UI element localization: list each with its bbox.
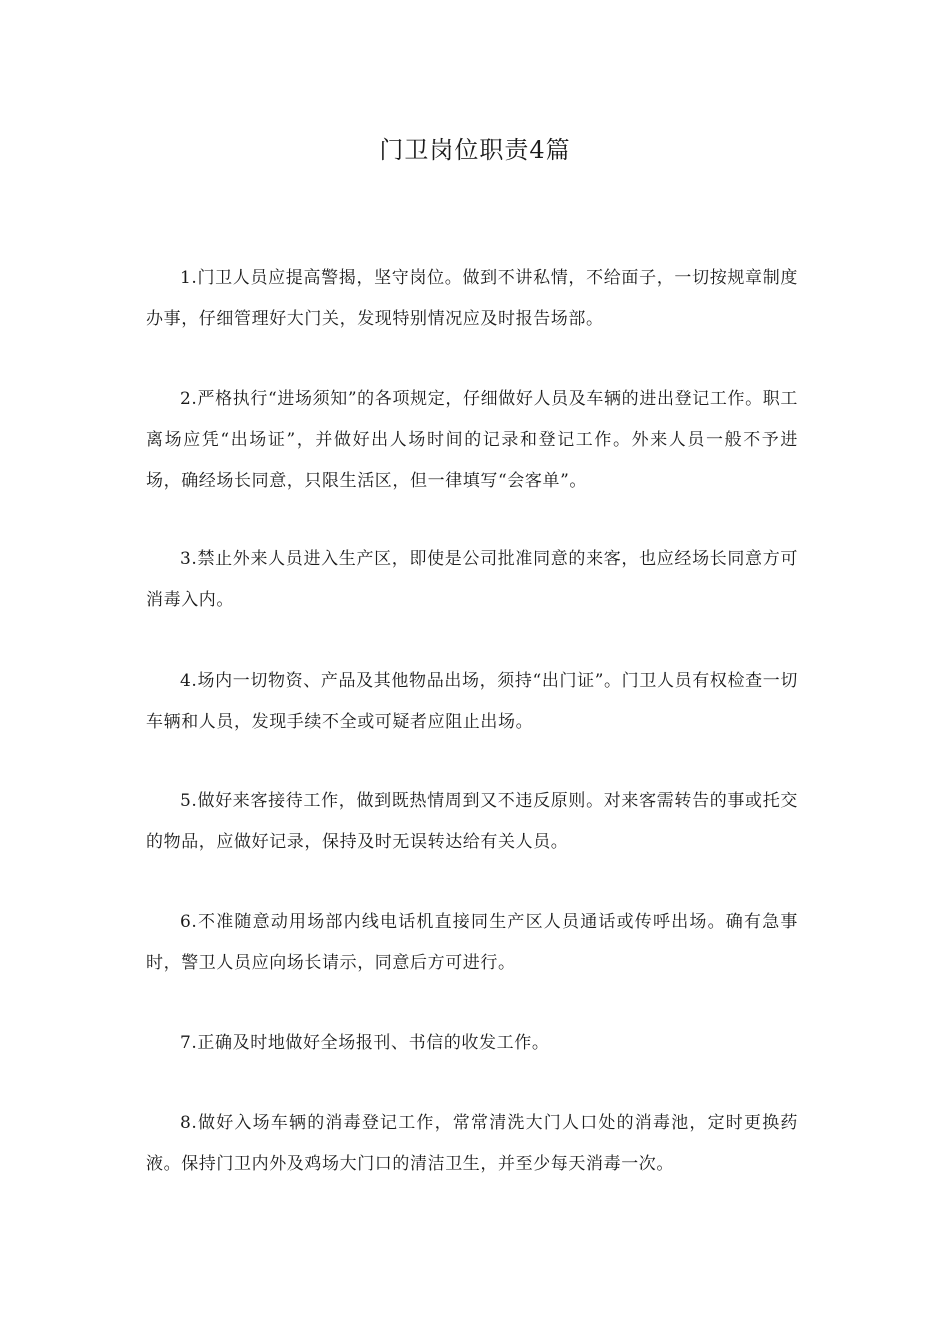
paragraph-7: 7.正确及时地做好全场报刊、书信的收发工作。 [180, 1033, 550, 1053]
paragraph-8: 8.做好入场车辆的消毒登记工作，常常清洗大门人口处的消毒池，定时更换药液。保持门卫内外及鸡场大门口的清洁卫生，并至少每天消毒一次。 [146, 1113, 798, 1174]
paragraph-2: 2.严格执行“进场须知”的各项规定，仔细做好人员及车辆的进出登记工作。职工离场应凭“出场证”，并做好出人场时间的记录和登记工作。外来人员一般不予进场，确经场长同意，只限生活区，但一律填写“会客单”。 [146, 389, 798, 491]
paragraph-4: 4.场内一切物资、产品及其他物品出场，须持“出门证”。门卫人员有权检查一切车辆和人员，发现手续不全或可疑者应阻止出场。 [146, 671, 798, 732]
paragraph-1: 1.门卫人员应提高警揭，坚守岗位。做到不讲私情，不给面子，一切按规章制度办事，仔细管理好大门关，发现特别情况应及时报告场部。 [146, 268, 798, 329]
paragraph-6: 6.不准随意动用场部内线电话机直接同生产区人员通话或传呼出场。确有急事时，警卫人员应向场长请示，同意后方可进行。 [146, 912, 798, 973]
paragraph-5: 5.做好来客接待工作，做到既热情周到又不违反原则。对来客需转告的事或托交的物品，应做好记录，保持及时无误转达给有关人员。 [146, 791, 798, 852]
document-title: 门卫岗位职责4篇 [379, 136, 571, 164]
paragraph-3: 3.禁止外来人员进入生产区，即使是公司批准同意的来客，也应经场长同意方可消毒入内。 [146, 549, 798, 610]
